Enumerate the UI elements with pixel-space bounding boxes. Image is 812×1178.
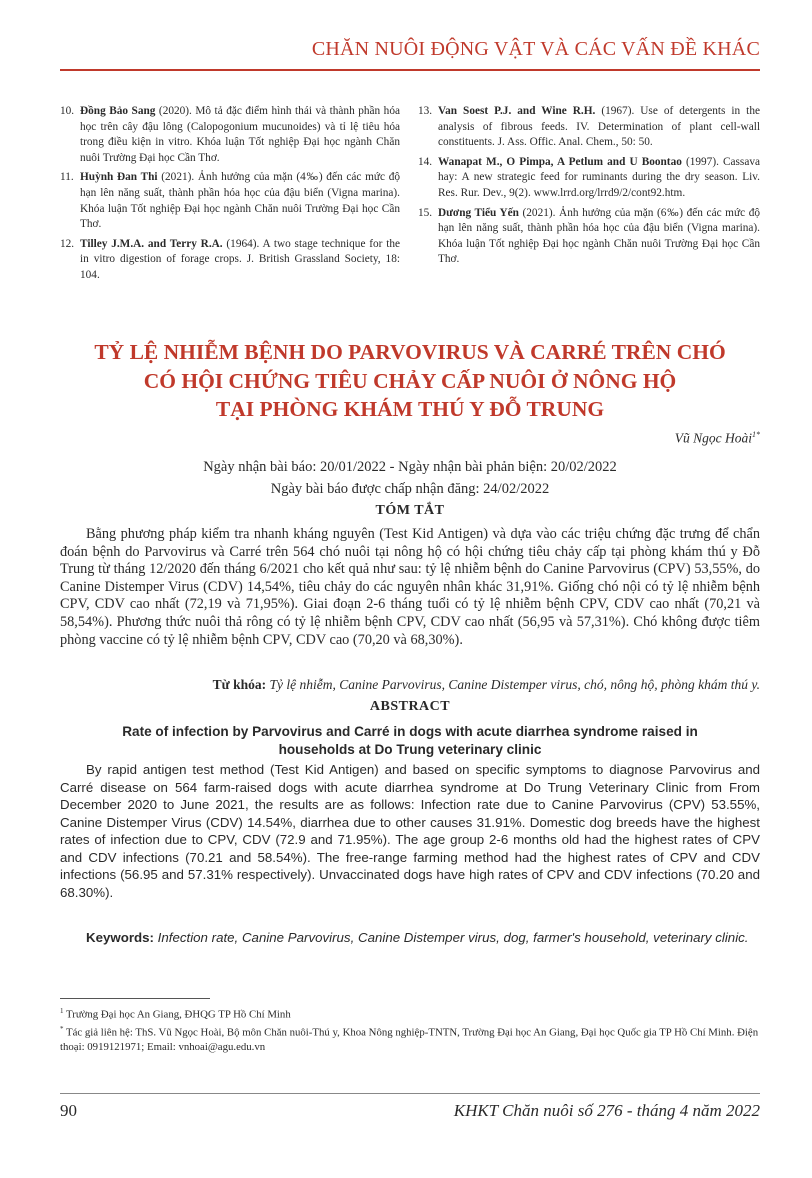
reference-item [418,206,760,268]
header-divider [60,69,760,71]
page-number: 90 [60,1101,77,1120]
reference-text: (1964). A two stage technique for the in vitro digestion of forage crops. J. British Grassland Society, 18: 104. [80,237,400,281]
reference-author: Dương Tiểu Yến [438,206,519,219]
abstract-paragraph: By rapid antigen test method (Test Kid Antigen) and based on specific symptoms to diagnose Parvovirus and Carré disease on 564 farm-raised dogs with acute diarrhea syndrome at Do Trung Veterinary Clinic from From December 2020 to June 2021, the results are as follows: Infection rate due to Canine Parvovirus (CPV) 53.55%, Canine Distemper Virus (CDV) 14.54%, diarrhea due to other causes 31.91%. Domestic dog breeds have the highest rates of infection due to CPV, CDV (72.9 and 71.95%). The age group 2-6 months old had the highest rates of CPV and CDV infections (70.21 and 58.54%). The free-range farming method had the highest rates of CPV and CDV infections (56.95 and 57.31% respectively). Unvaccinated dogs have high rates of CPV and CDV infections (70.20 and 68.30%). [60,762,760,900]
references-left-column [60,104,400,288]
keywords-en-label: Keywords: [86,930,154,945]
reference-author: Van Soest P.J. and Wine R.H. [438,105,596,117]
english-title [60,723,760,759]
english-title-line: Rate of infection by Parvovirus and Carré in dogs with acute diarrhea syndrome raised in [122,724,698,739]
reference-text: (2020). Mô tả đặc điểm hình thái và thành phần hóa học trên cây đậu lông (Calopogonium mucunoides) và tỉ lệ tiêu hóa trong điều kiện in vitro. Khóa luận Tốt nghiệp Đại học ngành Chăn nuôi Trường Đại học Cần Thơ. [80,105,400,164]
article-title-line: TỶ LỆ NHIỄM BỆNH DO PARVOVIRUS VÀ CARRÉ TRÊN CHÓ [94,340,726,364]
reference-number: 12. [60,237,75,250]
reference-item [418,155,760,202]
reference-author: Wanapat M., O Pimpa, A Petlum and U Boontao [438,155,682,168]
author-name: Vũ Ngọc Hoài$^{1*}$ [674,430,760,446]
reference-text: (2021). Ảnh hưởng của mặn (6‰) đến các mức độ hạn lên năng suất, thành phần hóa học của đậu biển (Vigna marina). Khóa luận Tốt nghiệp Đại học ngành Chăn nuôi Trường Đại học Cần Thơ. [438,206,761,266]
reference-text: (1967). Use of detergents in the analysis of fibrous feeds. IV. Determination of plant cell-wall constituents. J. Ass. Offic. Anal. Chem., 50: 50. [438,105,760,149]
summary-heading: TÓM TẮT [375,503,445,518]
reference-number: 15. [418,206,433,219]
reference-number: 11. [60,171,74,184]
reference-item [60,170,400,232]
footnotes [60,1004,760,1054]
reference-text: (2021). Ảnh hưởng của mặn (4‰) đến các mức độ hạn lên năng suất, thành phần hóa học của đậu biển (Vigna marina). Khóa luận Tốt nghiệp Đại học ngành Chăn nuôi Trường Đại học Cần Thơ. [80,171,400,231]
reference-item [60,237,400,284]
journal-issue: KHKT Chăn nuôi số 276 - tháng 4 năm 2022 [453,1101,760,1120]
reference-number: 13. [418,105,433,117]
article-title [60,338,760,424]
section-header-title: CHĂN NUÔI ĐỘNG VẬT VÀ CÁC VẤN ĐỀ KHÁC [311,38,760,60]
reference-number: 14. [418,155,433,168]
article-title-line: CÓ HỘI CHỨNG TIÊU CHẢY CẤP NUÔI Ở NÔNG HỘ [143,368,677,393]
reference-author: Huỳnh Đan Thi [80,171,158,184]
reference-number: 10. [60,105,75,117]
received-dates: Ngày nhận bài báo: 20/01/2022 - Ngày nhận bài phản biện: 20/02/2022 [203,459,617,475]
summary-paragraph: Bằng phương pháp kiểm tra nhanh kháng nguyên (Test Kid Antigen) và dựa vào các triệu chứng đặc trưng để chẩn đoán bệnh do Parvovirus và Carré trên 564 chó nuôi tại nông hộ có hội chứng tiêu chảy cấp tại phòng khám thú y Đỗ Trung từ tháng 12/2020 đến tháng 6/2021 cho kết quả như sau: tỷ lệ nhiễm bệnh do Canine Parvovirus (CPV) 53,55%, do Canine Distemper Virus (CDV) 14,54%, tiêu chảy do các nguyên nhân khác 31,91%. Giống chó nội có tỷ lệ nhiễm bệnh CPV, CDV cao nhất (72,19 và 71,95%). Giai đoạn 2-6 tháng tuổi có tỷ lệ nhiễm bệnh CPV, CDV cao nhất (70,21 và 58,54%). Phương thức nuôi thả rông có tỷ lệ nhiễm bệnh CPV, CDV cao nhất (56,95 và 57,31%). Chó không được tiêm phòng vaccine có tỷ lệ nhiễm bệnh CPV, CDV cao (70,20 và 68,30%). [60,526,760,648]
reference-item [60,104,400,166]
keywords-en-list: Infection rate, Canine Parvovirus, Canine Distemper virus, dog, farmer's household, veterinary clinic. [153,930,749,945]
accepted-date: Ngày bài báo được chấp nhận đăng: 24/02/2022 [270,481,550,497]
english-title-line: households at Do Trung veterinary clinic [278,742,542,757]
reference-text: (1997). Cassava hay: A new strategic feed for ruminants during the dry season. Liv. Res. Rur. Dev., 9(2). www.lrrd.org/lrrd9/2/cont92.htm. [438,155,760,199]
reference-author: Tilley J.M.A. and Terry R.A. [80,237,223,250]
footer-divider [60,1093,760,1094]
keywords-list: Tỷ lệ nhiễm, Canine Parvovirus, Canine Distemper virus, chó, nông hộ, phòng khám thú y. [266,677,760,692]
reference-item [418,104,760,151]
article-title-line: TẠI PHÒNG KHÁM THÚ Y ĐỖ TRUNG [215,397,605,421]
author-affiliation-marks: 1* [752,430,760,439]
footnote-divider [60,998,210,999]
keywords-vi [60,677,760,693]
footnote-corresponding-author: * Tác giả liên hệ: ThS. Vũ Ngọc Hoài, Bộ môn Chăn nuôi-Thú y, Khoa Nông nghiệp-TNTN, Trường Đại học An Giang, Đại học Quốc gia TP Hồ Chí Minh. Điện thoại: 0919121971; Email: vnhoai@agu.edu.vn [60,1025,759,1053]
abstract-heading: ABSTRACT [369,699,451,714]
keywords-label: Từ khóa: [212,677,267,692]
references-right-column [418,104,760,272]
footnote-affiliation: $^1$ Trường Đại học An Giang, ĐHQG TP Hồ Chí Minh [60,1007,291,1021]
keywords-en [60,929,760,947]
reference-author: Đồng Bảo Sang [80,105,156,117]
